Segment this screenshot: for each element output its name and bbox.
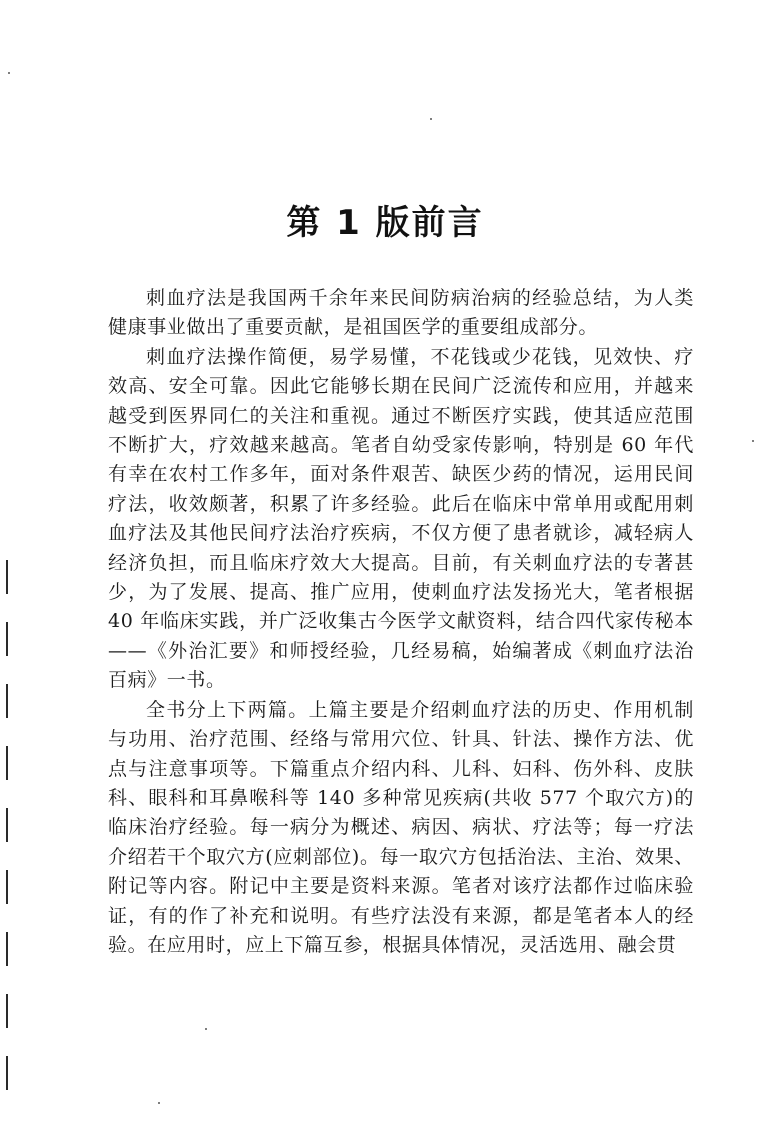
binding-edge-mark	[6, 808, 8, 842]
paragraph: 刺血疗法操作简便，易学易懂，不花钱或少花钱，见效快、疗效高、安全可靠。因此它能够长期在民间广泛流传和应用，并越来越受到医界同仁的关注和重视。通过不断医疗实践，使其适应范围不断扩大，疗效越来越高。笔者自幼受家传影响，特别是 60 年代有幸在农村工作多年，面对条件艰苦、缺医少药的情况，运用民间疗法，收效颇著，积累了许多经验。此后在临床中常单用或配用刺血疗法及其他民间疗法治疗疾病，不仅方便了患者就诊，减轻病人经济负担，而且临床疗效大大提高。目前，有关刺血疗法的专著甚少，为了发展、提高、推广应用，使刺血疗法发扬光大，笔者根据 40 年临床实践，并广泛收集古今医学文献资料，结合四代家传秘本——《外治汇要》和师授经验，几经易稿，始编著成《刺血疗法治百病》一书。	[108, 345, 694, 692]
preface-body	[108, 284, 694, 960]
scan-speck	[205, 1028, 207, 1030]
binding-edge-mark	[6, 994, 8, 1028]
paragraph: 刺血疗法是我国两千余年来民间防病治病的经验总结，为人类健康事业做出了重要贡献，是祖国医学的重要组成部分。	[108, 287, 694, 339]
scan-speck	[158, 1102, 160, 1104]
binding-edge-mark	[6, 622, 8, 656]
binding-edge-mark	[6, 870, 8, 904]
page-title: 第 1 版前言	[286, 202, 484, 243]
binding-edge-mark	[6, 932, 8, 966]
scan-speck	[8, 72, 10, 74]
binding-edge-mark	[6, 1056, 8, 1090]
binding-edge-mark	[6, 684, 8, 718]
scan-speck	[752, 440, 754, 442]
binding-edge-mark	[6, 560, 8, 594]
binding-edge-mark	[6, 746, 8, 780]
scan-speck	[430, 118, 432, 120]
paragraph: 全书分上下两篇。上篇主要是介绍刺血疗法的历史、作用机制与功用、治疗范围、经络与常用穴位、针具、针法、操作方法、优点与注意事项等。下篇重点介绍内科、儿科、妇科、伤外科、皮肤科、眼科和耳鼻喉科等 140 多种常见疾病(共收 577 个取穴方)的临床治疗经验。每一病分为概述、病因、病状、疗法等；每一疗法介绍若干个取穴方(应刺部位)。每一取穴方包括治法、主治、效果、附记等内容。附记中主要是资料来源。笔者对该疗法都作过临床验证，有的作了补充和说明。有些疗法没有来源，都是笔者本人的经验。在应用时，应上下篇互参，根据具体情况，灵活选用、融会贯	[108, 698, 694, 956]
